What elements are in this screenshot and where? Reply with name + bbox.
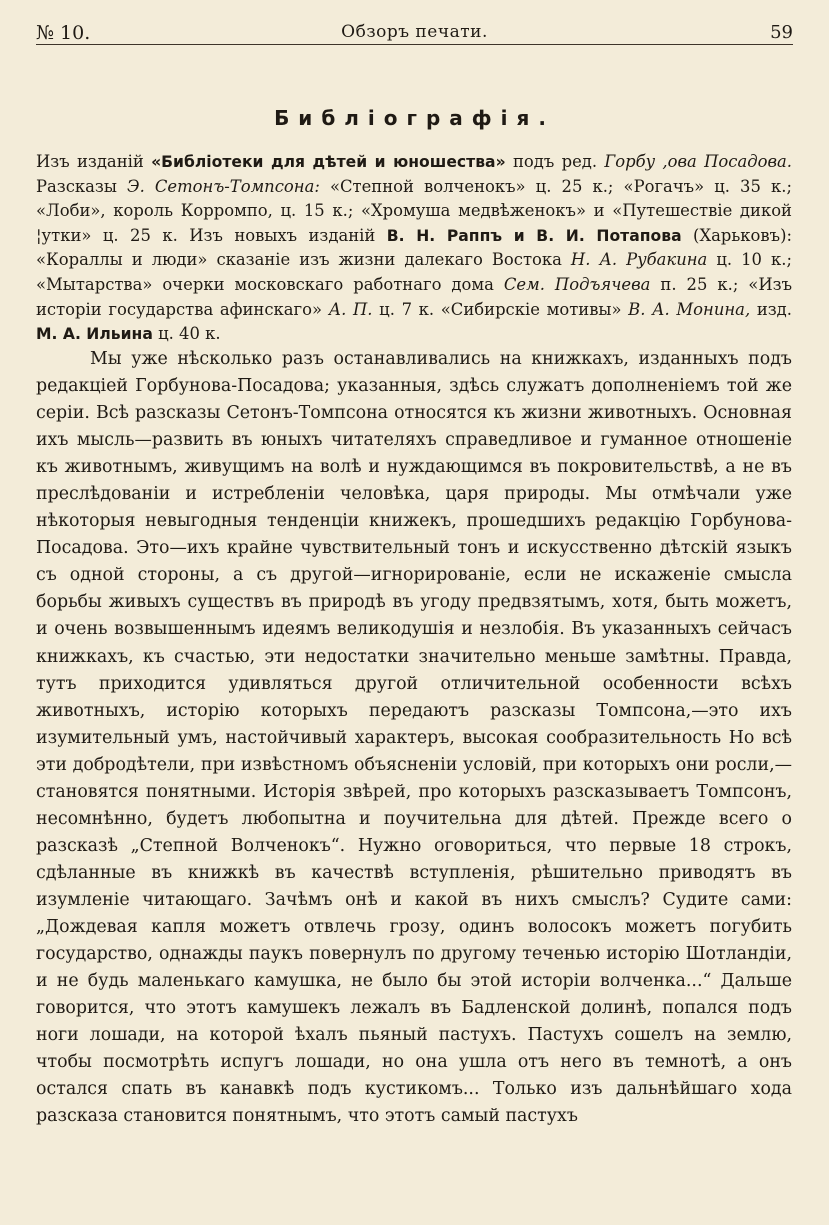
section-heading: Библіографія. [274, 106, 555, 130]
intro-text: ц. 40 к. [152, 324, 221, 344]
author-name: Э. Сетонъ-Томпсона: [127, 176, 320, 196]
review-body [36, 346, 792, 1130]
publisher-name: М. А. Ильина [36, 325, 153, 344]
running-title: Обзоръ печати. [341, 22, 488, 42]
intro-text: Разсказы [36, 176, 128, 196]
publisher-name: В. Н. Раппъ и В. И. Потапова [386, 226, 682, 245]
intro-text: (Харьковъ): «Кораллы и люди» сказаніе изъ жизни далекаго Востока [36, 225, 792, 270]
issue-number: № 10. [36, 22, 91, 44]
intro-text: ц. 7 к. «Сибирскіе мотивы» [372, 299, 629, 319]
bibliography-entry [36, 150, 792, 347]
intro-text: подъ ред. [505, 152, 605, 171]
author-name: Н. А. Рубакина [570, 250, 708, 270]
author-name: А. П. [328, 299, 373, 319]
intro-text: ц. 10 к.; «Мытарства» очерки московскаго работнаго дома [36, 250, 792, 294]
series-name: «Библіотеки для дѣтей и юношества» [151, 153, 506, 171]
body-paragraph: Мы уже нѣсколько разъ останавливались на книжкахъ, изданныхъ подъ редакціей Горбунова-Посадова; указанныя, здѣсь служатъ дополненіемъ той же серіи. Всѣ разсказы Сетонъ-Томпсона относятся къ жизни животныхъ. Основная ихъ мысль—развить въ юныхъ читателяхъ справедливое и гуманное отношеніе къ животнымъ, живущимъ на волѣ и нуждающимся въ покровительствѣ, а не въ преслѣдованіи и истребленіи человѣка, царя природы. Мы отмѣчали уже нѣкоторыя невыгодныя тенденціи книжекъ, прошедшихъ редакцію Горбунова-Посадова. Это—ихъ крайне чувствительный тонъ и искусственно дѣтскій языкъ съ одной стороны, а съ другой—игнорированіе, если не искаженіе смысла борьбы живыхъ существъ въ природѣ въ угоду предвзятымъ, хотя, быть можетъ, и очень возвышеннымъ идеямъ великодушія и незлобія. Въ указанныхъ сейчасъ книжкахъ, къ счастью, эти недостатки значительно меньше замѣтны. Правда, тутъ приходится удивляться другой отличительной особенности всѣхъ животныхъ, исторію которыхъ передаютъ разсказы Томпсона,—это ихъ изумительный умъ, настойчивый характеръ, высокая сообразительность Но всѣ эти добродѣтели, при извѣстномъ объясненіи условій, при которыхъ они росли,—становятся понятными. Исторія звѣрей, про которыхъ разсказываетъ Томпсонъ, несомнѣнно, будетъ любопытна и поучительна для дѣтей. Прежде всего о разсказѣ „Степной Волченокъ“. Нужно оговориться, что первые 18 строкъ, сдѣланные въ книжкѣ въ качествѣ вступленія, рѣшительно приводятъ въ изумленіе читающаго. Зачѣмъ онѣ и какой въ нихъ смыслъ? Судите сами: „Дождевая капля можетъ отвлечь грозу, одинъ волосокъ можетъ погубить государство, однажды паукъ повернулъ по другому теченью исторію Шотландіи, и не будь маленькаго камушка, не было бы этой исторіи волченка...“ Дальше говорится, что этотъ камушекъ лежалъ въ Бадленской долинѣ, попался подъ ноги лошади, на которой ѣхалъ пьяный пастухъ. Пастухъ сошелъ на землю, чтобы посмотрѣть испугъ лошади, но она ушла отъ него въ темнотѣ, а онъ остался спать въ канавкѣ подъ кустикомъ... Только изъ дальнѣйшаго хода разсказа становится понятнымъ, что этотъ самый пастухъ [36, 349, 792, 1127]
page-number: 59 [770, 22, 793, 43]
editor-name: Горбу ,ова Посадова. [604, 152, 792, 171]
author-name: В. А. Монина, [628, 299, 751, 319]
running-header [36, 18, 793, 50]
intro-text: п. 25 к.; «Изъ исторіи государства афинскаго» [36, 274, 793, 319]
header-rule [36, 44, 793, 45]
intro-text: Изъ изданій [36, 152, 152, 171]
intro-text: изд. [750, 299, 792, 319]
author-name: Сем. Подъячева [503, 274, 651, 294]
intro-text: «Степной волченокъ» ц. 25 к.; «Рогачъ» ц. 35 к.; «Лоби», король Корромпо, ц. 15 к.; «Хромуша медвѣженокъ» и «Путешествіе дикой ¦утки» ц. 25 к. Изъ новыхъ изданій [36, 176, 792, 245]
